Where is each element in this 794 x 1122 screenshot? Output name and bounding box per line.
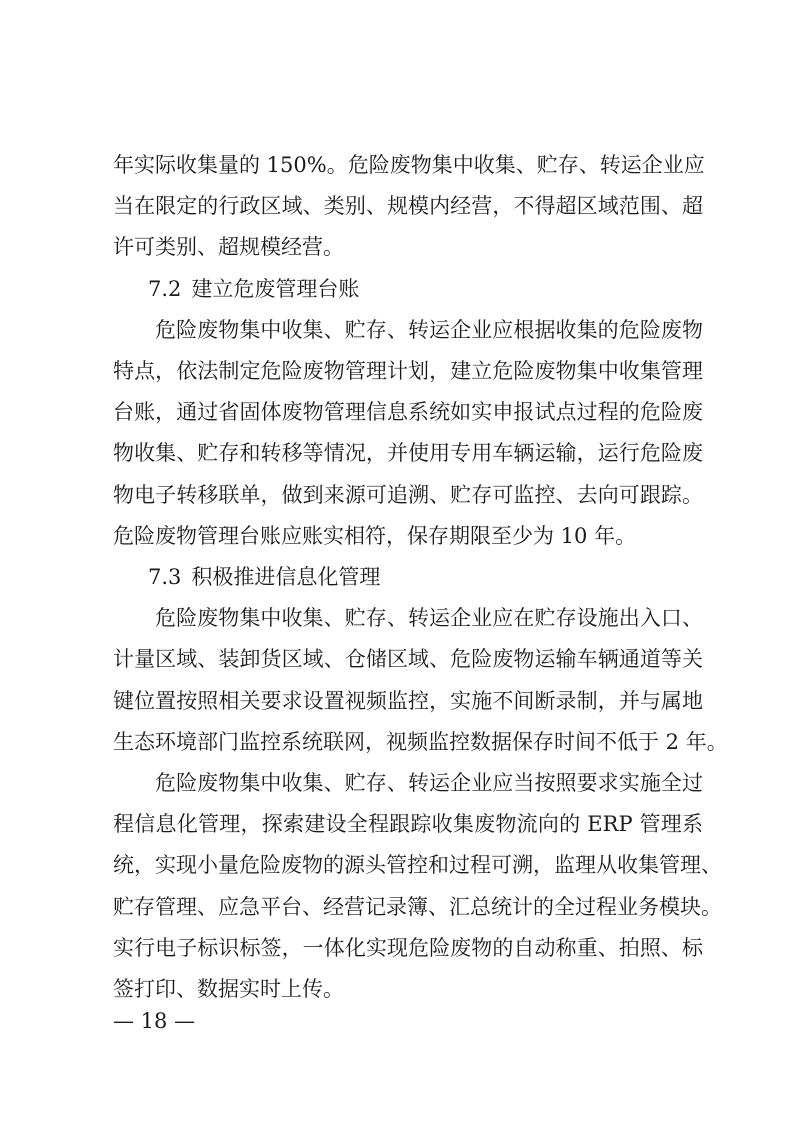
section-heading-7-2 xyxy=(148,274,359,304)
paragraph-line: 物收集、贮存和转移等情况，并使用专用车辆运输，运行危险废 xyxy=(113,441,703,466)
paragraph-line: 危险废物管理台账应账实相符，保存期限至少为 10 年。 xyxy=(113,523,637,548)
section-number: 7.3 xyxy=(148,565,182,589)
paragraph-line: 物电子转移联单，做到来源可追溯、贮存可监控、去向可跟踪。 xyxy=(113,482,703,507)
section-heading-7-3 xyxy=(148,562,380,592)
paragraph-line: 实行电子标识标签，一体化实现危险废物的自动称重、拍照、标 xyxy=(113,935,703,960)
section-number: 7.2 xyxy=(148,276,182,301)
paragraph-line: 危险废物集中收集、贮存、转运企业应根据收集的危险废物 xyxy=(155,317,703,342)
page-number: — 18 — xyxy=(113,1009,196,1033)
intro-line-3: 许可类别、超规模经营。 xyxy=(113,235,344,260)
paragraph-line: 统，实现小量危险废物的源头管控和过程可溯，监理从收集管理、 xyxy=(113,853,722,878)
paragraph-line: 签打印、数据实时上传。 xyxy=(113,977,344,1001)
paragraph-line: 贮存管理、应急平台、经营记录簿、汇总统计的全过程业务模块。 xyxy=(113,894,722,919)
intro-line-2: 当在限定的行政区域、类别、规模内经营，不得超区域范围、超 xyxy=(113,194,703,219)
paragraph-line: 计量区域、装卸货区域、仓储区域、危险废物运输车辆通道等关 xyxy=(113,647,703,672)
paragraph-line: 键位置按照相关要求设置视频监控，实施不间断录制，并与属地 xyxy=(113,688,703,713)
paragraph-line: 台账，通过省固体废物管理信息系统如实申报试点过程的危险废 xyxy=(113,400,703,425)
section-title: 积极推进信息化管理 xyxy=(191,565,381,589)
section-title: 建立危废管理台账 xyxy=(191,276,360,301)
paragraph-line: 程信息化管理，探索建设全程跟踪收集废物流向的 ERP 管理系 xyxy=(113,812,703,837)
paragraph-line: 特点，依法制定危险废物管理计划，建立危险废物集中收集管理 xyxy=(113,359,703,383)
paragraph-line: 生态环境部门监控系统联网，视频监控数据保存时间不低于 2 年。 xyxy=(113,729,728,754)
paragraph-line: 危险废物集中收集、贮存、转运企业应在贮存设施出入口、 xyxy=(155,606,703,631)
paragraph-line: 危险废物集中收集、贮存、转运企业应当按照要求实施全过 xyxy=(155,771,703,795)
intro-line-1: 年实际收集量的 150%。危险废物集中收集、贮存、转运企业应 xyxy=(113,153,705,177)
